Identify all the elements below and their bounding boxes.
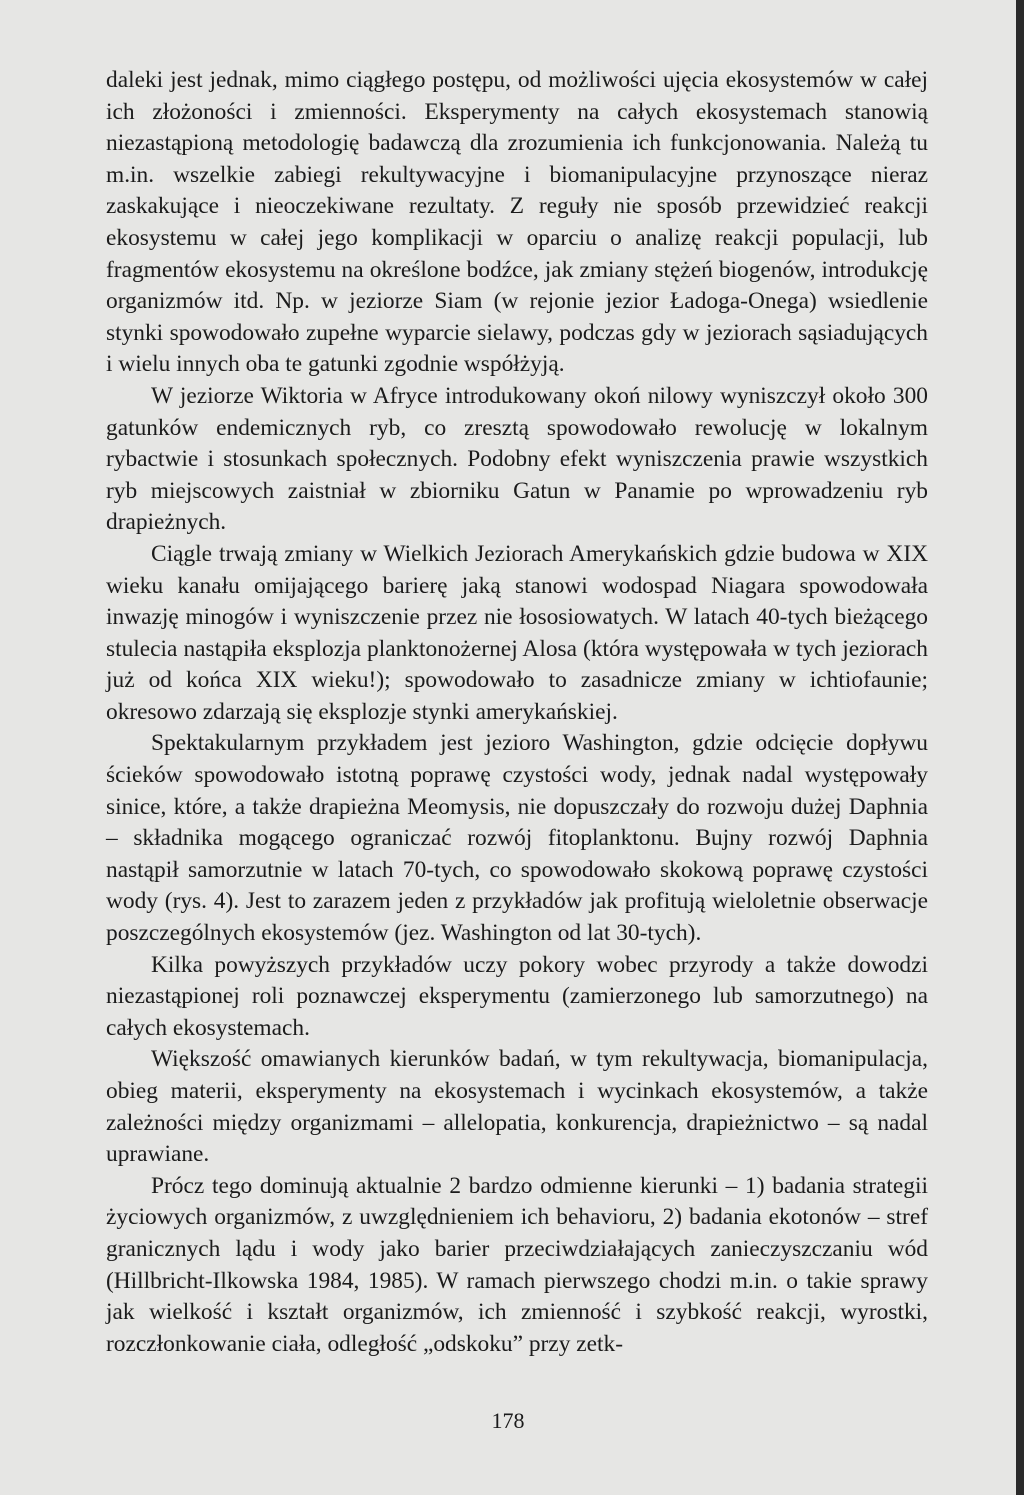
paragraph-1: daleki jest jednak, mimo ciągłego postępu, od możliwości ujęcia ekosystemów w całej ich złożoności i zmienności. Eksperymenty na całych ekosystemach stanowią niezastąpioną metodologię badawczą dla zrozumienia ich funkcjonowania. Należą tu m.in. wszelkie zabiegi rekultywacyjne i biomanipulacyjne przynoszące nieraz zaskakujące i nieoczekiwane rezultaty. Z reguły nie sposób przewidzieć reakcji ekosystemu w całej jego komplikacji w oparciu o analizę reakcji populacji, lub fragmentów ekosystemu na określone bodźce, jak zmiany stężeń biogenów, introdukcję organizmów itd. Np. w jeziorze Siam (w rejonie jezior Ładoga-Onega) wsiedlenie stynki spowodowało zupełne wyparcie sielawy, podczas gdy w jeziorach sąsiadujących i wielu innych oba te gatunki zgodnie współżyją. bbox=[106, 67, 928, 378]
paragraph-6: Większość omawianych kierunków badań, w tym rekultywacja, biomanipulacja, obieg materii, eksperymenty na ekosystemach i wycinkach ekosystemów, a także zależności między organizmami – allelopatia, konkurencja, drapieżnictwo – są nadal uprawiane. bbox=[106, 1046, 928, 1168]
paragraph-2: W jeziorze Wiktoria w Afryce introdukowany okoń nilowy wyniszczył około 300 gatunków endemicznych ryb, co zresztą spowodowało rewolucję w lokalnym rybactwie i stosunkach społecznych. Podobny efekt wyniszczenia prawie wszystkich ryb miejscowych zaistniał w zbiorniku Gatun w Panamie po wprowadzeniu ryb drapieżnych. bbox=[106, 382, 928, 536]
paragraph-5: Kilka powyższych przykładów uczy pokory wobec przyrody a także dowodzi niezastąpionej roli poznawczej eksperymentu (zamierzonego lub samorzutnego) na całych ekosystemach. bbox=[106, 951, 928, 1041]
page-number: 178 bbox=[491, 1408, 525, 1433]
paragraph-3: Ciągle trwają zmiany w Wielkich Jeziorach Amerykańskich gdzie budowa w XIX wieku kanału omijającego barierę jaką stanowi wodospad Niagara spowodowała inwazję minogów i wyniszczenie przez nie łososiowatych. W latach 40-tych bieżącego stulecia nastąpiła eksplozja planktonożernej Alosa (która występowała w tych jeziorach już od końca XIX wieku!); spowodowało to zasadnicze zmiany w ichtiofaunie; okresowo zdarzają się eksplozje stynki amerykańskiej. bbox=[106, 540, 928, 725]
paragraph-4: Spektakularnym przykładem jest jezioro Washington, gdzie odcięcie dopływu ścieków spowodowało istotną poprawę czystości wody, jednak nadal występowały sinice, które, a także drapieżna Meomysis, nie dopuszczały do rozwoju dużej Daphnia – składnika mogącego ograniczać rozwój fitoplanktonu. Bujny rozwój Daphnia nastąpił samorzutnie w latach 70-tych, co spowodowało skokową poprawę czystości wody (rys. 4). Jest to zarazem jeden z przykładów jak profitują wieloletnie obserwacje poszczególnych ekosystemów (jez. Washington od lat 30-tych). bbox=[106, 730, 928, 947]
body-text bbox=[106, 65, 928, 1360]
page-edge-shadow bbox=[1016, 0, 1024, 1495]
paragraph-7: Prócz tego dominują aktualnie 2 bardzo odmienne kierunki – 1) badania strategii życiowych organizmów, z uwzględnieniem ich behavioru, 2) badania ekotonów – stref granicznych lądu i wody jako barier przeciwdziałających zanieczyszczaniu wód (Hillbricht-Ilkowska 1984, 1985). W ramach pierwszego chodzi m.in. o takie sprawy jak wielkość i kształt organizmów, ich zmienność i szybkość reakcji, wyrostki, rozczłonkowanie ciała, odległość „odskoku” przy zetk- bbox=[106, 1172, 928, 1357]
